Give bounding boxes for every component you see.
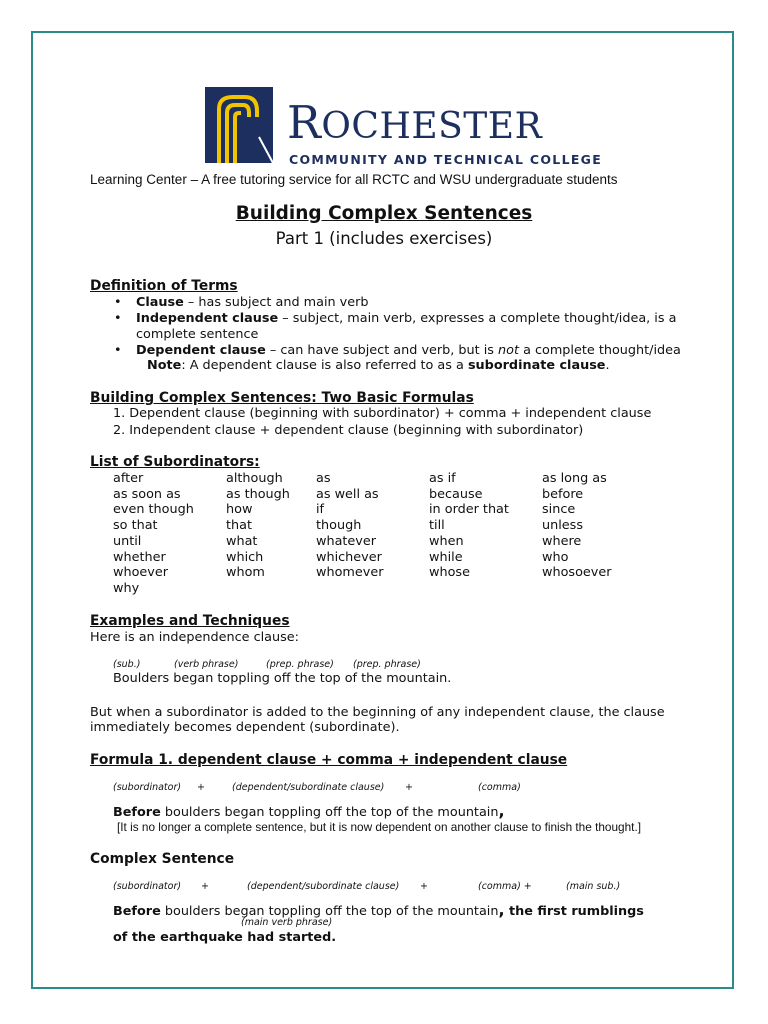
subordinator-word: till [429,518,445,534]
example-sentence: Boulders began toppling off the top of the mountain. [113,671,452,686]
phrase-label: (verb phrase) [174,659,239,670]
subordinator-word: what [226,533,258,549]
phrase-label: (prep. phrase) [353,659,421,670]
subordinators-heading: List of Subordinators: [90,454,260,470]
subordinator-word: whosoever [542,565,612,581]
definition-item: • Independent clause – subject, main verb, expresses a complete thought/idea, is a [136,311,676,326]
logo-wordmark: ROCHESTER [287,96,543,149]
logo-subtitle: COMMUNITY AND TECHNICAL COLLEGE [289,152,603,167]
definition-item: • Dependent clause – can have subject and verb, but is not a complete thought/idea [136,343,681,358]
phrase-label: + [420,881,428,892]
subordinator-word: as well as [316,486,379,502]
phrase-label: (main sub.) [566,881,621,892]
subordinator-word: as if [429,471,456,486]
subordinator-word: where [542,533,582,549]
subordinator-word: so that [113,518,158,534]
subordinator-word: who [542,549,569,565]
definition-note: Note: A dependent clause is also referred to as a subordinate clause. [147,358,610,373]
definition-item-continued: complete sentence [136,327,259,342]
subordinator-word: until [113,533,142,549]
subordinator-word: whose [429,565,470,581]
subordinator-word: although [226,471,283,486]
phrase-label: + [405,782,413,793]
subordinator-word: while [429,549,463,565]
subordinator-word: after [113,471,144,486]
page-subtitle: Part 1 (includes exercises) [275,229,493,248]
formula1-heading: Formula 1. dependent clause + comma + independent clause [90,752,568,768]
examples-paragraph-line: But when a subordinator is added to the beginning of any independent clause, the clause [90,705,665,720]
subordinator-word: since [542,502,576,518]
phrase-label: (main verb phrase) [241,917,333,928]
phrase-label: (subordinator) [113,881,182,892]
definition-item: • Clause – has subject and main verb [136,295,369,310]
subordinator-word: as [316,471,331,486]
subordinator-word: whoever [113,565,168,581]
complex-heading: Complex Sentence [90,851,235,867]
subordinator-word: whom [226,565,265,581]
subordinator-word: that [226,518,252,534]
complex-sentence: Before boulders began toppling off the top of the mountain, the first rumblings [113,900,644,919]
subordinator-word: even though [113,502,194,518]
tagline: Learning Center – A free tutoring service for all RCTC and WSU undergraduate students [90,172,618,187]
formula1-sentence: Before boulders began toppling off the top of the mountain, [113,801,505,820]
subordinator-word: as soon as [113,486,181,502]
rctc-logo-icon [205,87,273,163]
subordinator-word: though [316,518,362,534]
subordinator-word: before [542,486,584,502]
subordinator-word: whomever [316,565,384,581]
complex-sentence-line2: of the earthquake had started. [113,930,337,945]
subordinator-word: as long as [542,471,607,486]
phrase-label: + [201,881,209,892]
subordinator-word: if [316,502,325,518]
phrase-label: (dependent/subordinate clause) [232,782,385,793]
subordinator-word: how [226,502,253,518]
phrase-label: (comma) + [478,881,532,892]
phrase-label: (prep. phrase) [266,659,334,670]
examples-intro: Here is an independence clause: [90,630,299,645]
formula1-note: [It is no longer a complete sentence, but it is now dependent on another clause to finish the thought.] [117,820,641,834]
subordinator-word: unless [542,518,583,534]
subordinator-word: in order that [429,502,509,518]
formula-item: 1. Dependent clause (beginning with subordinator) + comma + independent clause [113,406,652,421]
definitions-heading: Definition of Terms [90,278,238,294]
subordinator-word: why [113,580,140,596]
phrase-label: (sub.) [113,659,141,670]
examples-heading: Examples and Techniques [90,613,290,629]
phrase-label: + [197,782,205,793]
subordinator-word: when [429,533,464,549]
subordinator-word: whatever [316,533,377,549]
phrase-label: (subordinator) [113,782,182,793]
phrase-label: (dependent/subordinate clause) [247,881,400,892]
examples-paragraph-line: immediately becomes dependent (subordinate). [90,720,400,735]
subordinator-word: whether [113,549,166,565]
subordinator-word: whichever [316,549,382,565]
formula-item: 2. Independent clause + dependent clause (beginning with subordinator) [113,423,584,438]
subordinator-word: which [226,549,264,565]
subordinator-word: as though [226,486,290,502]
formulas-heading: Building Complex Sentences: Two Basic Formulas [90,390,474,406]
subordinator-word: because [429,486,483,502]
page-title: Building Complex Sentences [235,203,533,224]
phrase-label: (comma) [478,782,521,793]
